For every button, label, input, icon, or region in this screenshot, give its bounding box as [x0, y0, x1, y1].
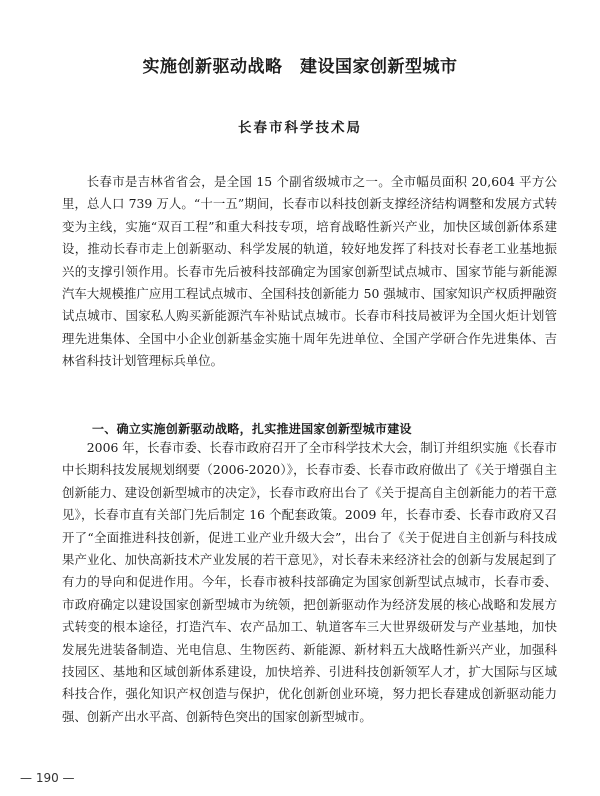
intro-section [62, 171, 557, 373]
section-one-body [62, 437, 557, 728]
document-title: 实施创新驱动战略 建设国家创新型城市 [142, 57, 458, 77]
paragraph: 2006 年，长春市委、长春市政府召开了全市科学技术大会，制订并组织实施《长春市中长期科技发展规划纲要（2006-2020）》，长春市委、长春市政府做出了《关于增强自主创新能力、建设创新型城市的决定》，长春市政府出台了《关于提高自主创新能力的若干意见》，长春市直有关部门先后制定 16 个配套政策。2009 年，长春市委、长春市政府又召开了“全面推进科技创新，促进工业产业升级大会”，出台了《关于促进自主创新与科技成果产业化、加快高新技术产业发展的若干意见》，对长春未来经济社会的创新与发展起到了有力的导向和促进作用。今年，长春市被科技部确定为国家创新型试点城市，长春市委、市政府确定以建设国家创新型城市为统领，把创新驱动作为经济发展的核心战略和发展方式转变的根本途径，打造汽车、农产品加工、轨道客车三大世界级研发与产业基地，加快发展先进装备制造、光电信息、生物医药、新能源、新材料五大战略性新兴产业，加强科技园区、基地和区域创新体系建设，加快培养、引进科技创新领军人才，扩大国际与区域科技合作，强化知识产权创造与保护，优化创新创业环境，努力把长春建成创新驱动能力强、创新产出水平高、创新特色突出的国家创新型城市。 [62, 440, 557, 724]
section-heading: 一、确立实施创新驱动战略，扎实推进国家创新型城市建设 [92, 422, 412, 436]
paragraph: 长春市是吉林省省会，是全国 15 个副省级城市之一。全市幅员面积 20,604 平方公里，总人口 739 万人。“十一五”期间，长春市以科技创新支撑经济结构调整和发展方式转变为主线，实施“双百工程”和重大科技专项，培育战略性新兴产业，加快区域创新体系建设，推动长春市走上创新驱动、科学发展的轨道，较好地发挥了科技对长春老工业基地振兴的支撑引领作用。长春市先后被科技部确定为国家创新型试点城市、国家节能与新能源汽车大规模推广应用工程试点城市、全国科技创新能力 50 强城市、国家知识产权质押融资试点城市、国家私人购买新能源汽车补贴试点城市。长春市科技局被评为全国火炬计划管理先进集体、全国中小企业创新基金实施十周年先进单位、全国产学研合作先进集体、吉林省科技计划管理标兵单位。 [62, 174, 557, 369]
page-number: — 190 — [20, 771, 75, 785]
author-line: 长春市科学技术局 [238, 120, 362, 136]
